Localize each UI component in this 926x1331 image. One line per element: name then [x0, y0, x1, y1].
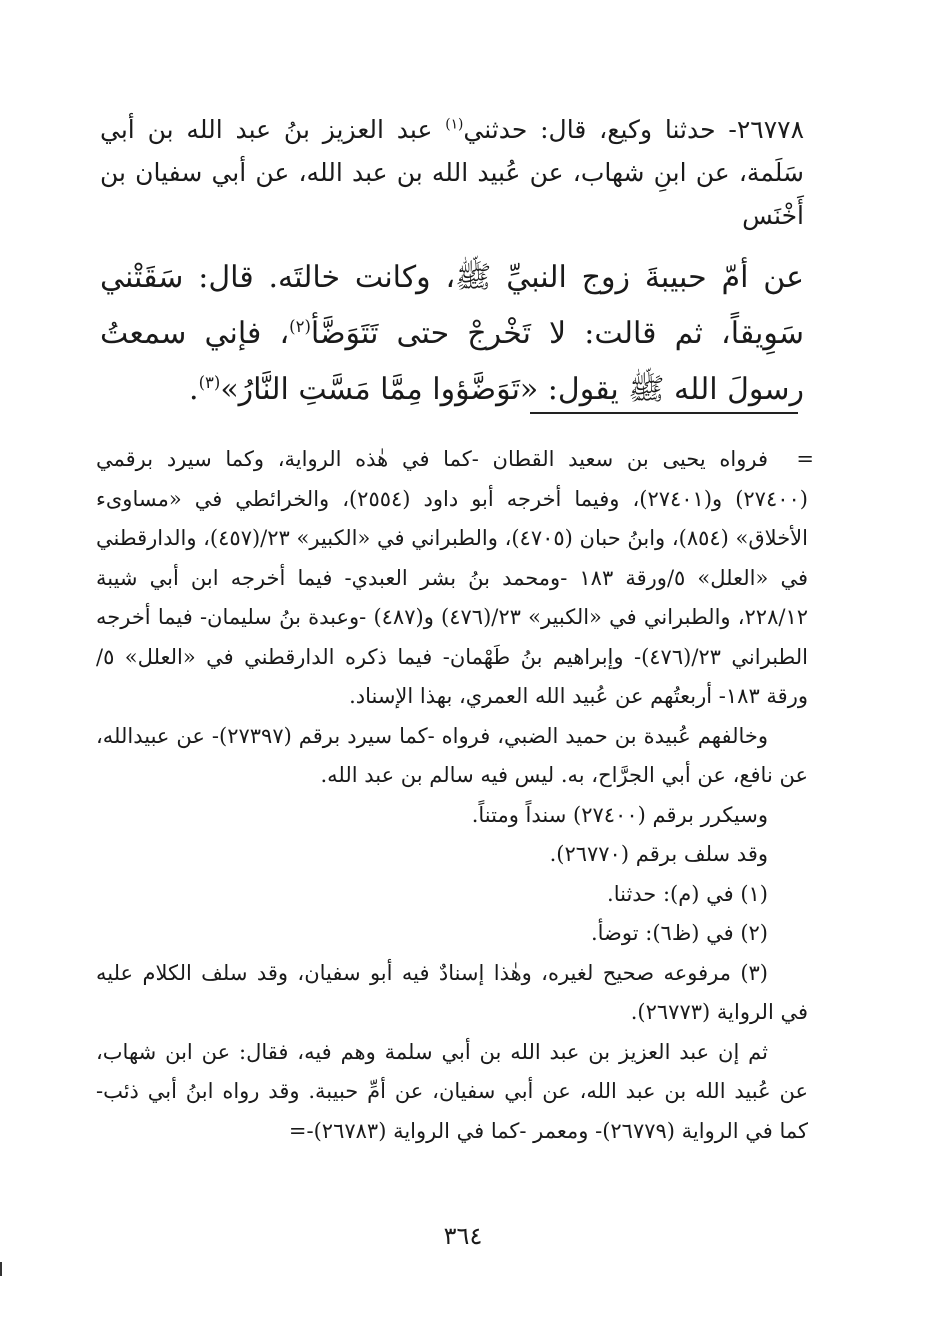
footnote-ref-3: (٣)	[198, 373, 221, 392]
note-paragraph-1: فرواه يحيى بن سعيد القطان -كما في هٰذه الرواية، وكما سيرد برقمي (٢٧٤٠٠) و(٢٧٤٠١)، وفيما أخرجه أبو داود (٢٥٥٤)، والخرائطي في «مساوىء الأخلاق» (٨٥٤)، وابنُ حبان (٤٧٠٥)، والطبراني في «الكبير» ٢٣/(٤٥٧)، والدارقطني في «العلل» ٥/ورقة ١٨٣ -ومحمد بنُ بشر العبدي- فيما أخرجه ابن أبي شيبة ٢٢٨/١٢، والطبراني في «الكبير» ٢٣/(٤٧٦) و(٤٨٧) -وعبدة بنُ سليمان- فيما أخرجه الطبراني ٢٣/(٤٧٦)- وإبراهيم بنُ طَهْمان- فيما ذكره الدارقطني في «العلل» ٥/ورقة ١٨٣- أربعتُهم عن عُبيد الله العمري، بهذا الإسناد.	[96, 447, 809, 708]
note-paragraph-2: وخالفهم عُبيدة بن حميد الضبي، فرواه -كما سيرد برقم (٢٧٣٩٧)- عن عبيدالله، عن نافع، عن أبي الجرَّاح، به. ليس فيه سالم بن عبد الله.	[96, 723, 808, 787]
continuation-mark: =	[796, 447, 814, 471]
footnote-3: (٣) مرفوعه صحيح لغيره، وهٰذا إسنادٌ فيه أبو سفيان، وقد سلف الكلام عليه في الرواية (٢٦٧٧٣).	[96, 960, 808, 1024]
matn-text-middle: ، فإني سمعتُ رسولَ الله ﷺ يقول: «تَوَضَّؤوا مِمَّا مَسَّتِ النَّارُ»	[100, 316, 804, 407]
isnad-text-end: عبد العزيز بنُ عبد الله بن أبي سَلَمة، عن ابنِ شهاب، عن عُبيد الله بن عبد الله، عن أبي سفيان بن أَخْنَس	[100, 115, 804, 230]
note-paragraph-5: ثم إن عبد العزيز بن عبد الله بن أبي سلمة وهم فيه، فقال: عن ابن شهاب، عن عُبيد الله بن عبد الله، عن أبي سفيان، عن أمِّ حبيبة. وقد رواه ابنُ أبي ذئب- كما في الرواية (٢٦٧٧٩)- ومعمر -كما في الرواية (٢٦٧٨٣)-=	[96, 1039, 808, 1143]
hadith-number: ٢٦٧٧٨	[736, 115, 804, 144]
footnote-2: (٢) في (ظ٦): توضأ.	[590, 921, 768, 945]
footnote-ref-1: (١)	[445, 116, 464, 133]
matn-text-start: عن أمّ حبيبةَ زوج النبيِّ ﷺ، وكانت خالتَه. قال: سَقَتْني سَوِيقاً، ثم قالت: لا تَخْرجْ حتى تَتَوَضَّأ	[100, 260, 804, 351]
hadith-isnad	[100, 108, 804, 237]
footnotes	[96, 440, 814, 1151]
note-paragraph-3: وسيكرر برقم (٢٧٤٠٠) سنداً ومتناً.	[471, 802, 768, 827]
footnote-separator	[530, 412, 798, 414]
footnote-1: (١) في (م): حدثنا.	[607, 881, 768, 906]
hadith-matn	[100, 250, 804, 418]
page-number: ٣٦٤	[443, 1222, 483, 1250]
footnote-ref-2: (٢)	[289, 317, 311, 336]
scan-edge-mark	[0, 1262, 2, 1276]
note-paragraph-4: وقد سلف برقم (٢٦٧٧٠).	[549, 842, 768, 866]
isnad-text-start: - حدثنا وكيع، قال: حدثني	[463, 115, 737, 144]
matn-text-end: .	[189, 372, 199, 407]
